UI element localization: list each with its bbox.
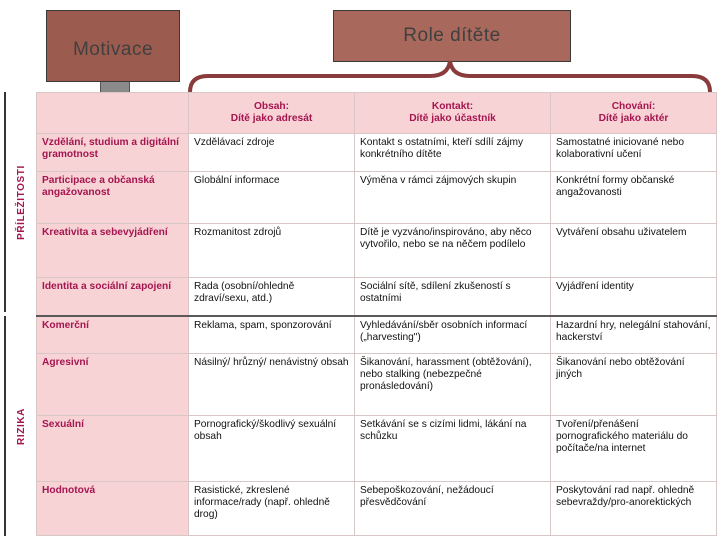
table-cell: Vzdělávací zdroje: [189, 134, 355, 172]
table-cell: Tvoření/přenášení pornografického materiálu do počítače/na internet: [551, 416, 717, 482]
opportunities-risks-table: [36, 92, 717, 536]
table-cell: Šikanování, harassment (obtěžování), nebo stalking (nebezpečné pronásledování): [355, 354, 551, 416]
table-row: [37, 134, 717, 172]
table-cell: Konkrétní formy občanské angažovanosti: [551, 172, 717, 224]
table-cell: Vyhledávání/sběr osobních informací („harvesting"): [355, 316, 551, 354]
table-cell: Setkávání se s cizími lidmi, lákání na schůzku: [355, 416, 551, 482]
row-header: Hodnotová: [37, 482, 189, 536]
table-cell: Rada (osobní/ohledně zdraví/sexu, atd.): [189, 278, 355, 316]
row-header: Vzdělání, studium a digitální gramotnost: [37, 134, 189, 172]
row-header: Komerční: [37, 316, 189, 354]
role-ditete-box: [333, 10, 571, 62]
table-cell: Sociální sítě, sdílení zkušeností s ostatními: [355, 278, 551, 316]
motivace-box: [46, 10, 180, 82]
side-label-rizika: RIZIKA: [4, 316, 36, 536]
curly-brace-icon: [186, 58, 714, 94]
column-header-chovani: Chování: Dítě jako aktér: [551, 93, 717, 134]
table-cell: Hazardní hry, nelegální stahování, hackerství: [551, 316, 717, 354]
table-cell: Samostatné iniciované nebo kolaborativní učení: [551, 134, 717, 172]
row-header: Identita a sociální zapojení: [37, 278, 189, 316]
table-cell: Reklama, spam, sponzorování: [189, 316, 355, 354]
table-row: [37, 354, 717, 416]
table-row: [37, 416, 717, 482]
row-header: Agresivní: [37, 354, 189, 416]
table-cell: Výměna v rámci zájmových skupin: [355, 172, 551, 224]
table-cell: Násilný/ hrůzný/ nenávistný obsah: [189, 354, 355, 416]
column-header-obsah: Obsah: Dítě jako adresát: [189, 93, 355, 134]
table-cell: Rozmanitost zdrojů: [189, 224, 355, 278]
row-header: Sexuální: [37, 416, 189, 482]
row-header: Kreativita a sebevyjádření: [37, 224, 189, 278]
table-header-row: [37, 93, 717, 134]
table-cell: Kontakt s ostatními, kteří sdílí zájmy konkrétního dítěte: [355, 134, 551, 172]
table-row: [37, 482, 717, 536]
table-row: [37, 172, 717, 224]
table-row: [37, 224, 717, 278]
row-header: Participace a občanská angažovanost: [37, 172, 189, 224]
side-label-prilezitosti: PŘÍLEŽITOSTI: [4, 92, 36, 312]
table-cell: Sebepoškozování, nežádoucí přesvědčování: [355, 482, 551, 536]
table-cell: Rasistické, zkreslené informace/rady (např. ohledně drog): [189, 482, 355, 536]
table-cell: Poskytování rad např. ohledně sebevraždy/pro-anorektických: [551, 482, 717, 536]
table-cell: Dítě je vyzváno/inspirováno, aby něco vytvořilo, nebo se na něčem podílelo: [355, 224, 551, 278]
table-row: [37, 278, 717, 316]
table-cell: Vyjádření identity: [551, 278, 717, 316]
role-ditete-label: Role dítěte: [403, 25, 501, 46]
column-header-kontakt: Kontakt: Dítě jako účastník: [355, 93, 551, 134]
table-cell: Šikanování nebo obtěžování jiných: [551, 354, 717, 416]
table-corner: [37, 93, 189, 134]
table-cell: Pornografický/škodlivý sexuální obsah: [189, 416, 355, 482]
table-cell: Globální informace: [189, 172, 355, 224]
table-row: [37, 316, 717, 354]
table-cell: Vytváření obsahu uživatelem: [551, 224, 717, 278]
motivace-label: Motivace: [72, 39, 154, 60]
